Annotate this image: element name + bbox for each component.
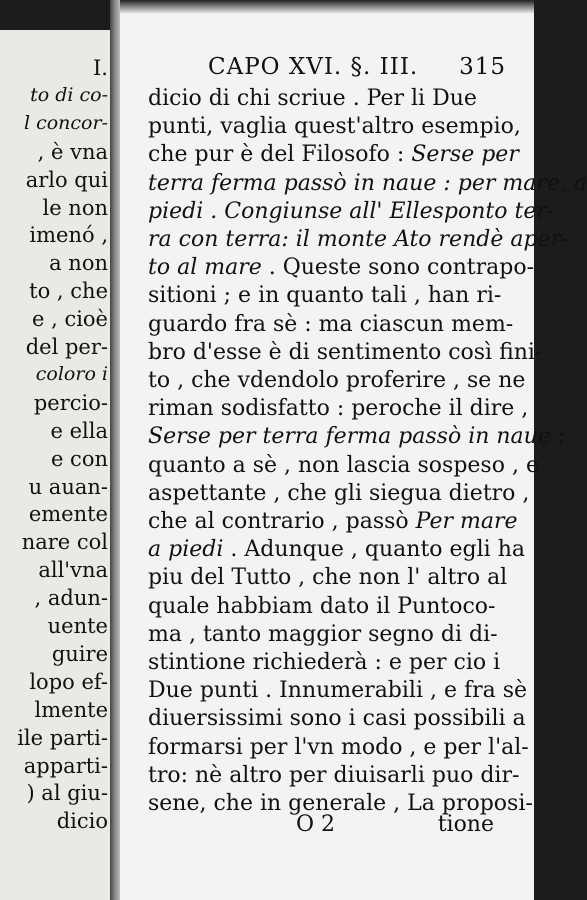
left-page-line: arlo qui [25, 167, 108, 192]
text-line [148, 734, 529, 760]
italic-quotation: Serse per terra ferma passò in naue [148, 424, 551, 450]
text-line [148, 539, 526, 561]
text-segment: piu del Tutto , che non l' altro al [148, 565, 508, 591]
left-page-line: ile parti- [17, 725, 108, 750]
text-line [148, 370, 526, 392]
left-page-line: lmente [34, 697, 108, 722]
text-segment: diuersissimi sono i casi possibili a [148, 706, 526, 732]
left-page-line: to di co- [30, 83, 108, 106]
left-page-line: percio- [33, 390, 108, 415]
text-line [148, 680, 526, 702]
left-page-line: nare col [21, 530, 108, 555]
italic-quotation: Per mare [415, 509, 518, 534]
text-segment: guardo fra sè : ma ciascun mem- [148, 311, 514, 337]
text-line [148, 621, 526, 647]
text-line [148, 480, 530, 506]
text-segment: bro d'esse è di sentimento così fini- [148, 339, 543, 365]
text-line [148, 762, 526, 788]
left-page-line: , adun- [34, 586, 108, 611]
text-line [148, 567, 526, 589]
text-line [148, 255, 535, 281]
text-line [148, 227, 569, 252]
left-page-line: e con [50, 446, 108, 471]
text-segment: dicio di chi scriue . Per li Due [148, 86, 477, 111]
text-line [148, 170, 587, 196]
italic-quotation: to al mare [148, 255, 262, 281]
left-page-line: coloro i [35, 362, 108, 385]
left-page-line: le non [42, 195, 108, 220]
text-line [148, 452, 539, 478]
text-line [148, 311, 526, 337]
left-page-line: imenó , [29, 223, 108, 248]
italic-quotation: ra con terra: il monte Ato rendè aper- [148, 227, 569, 252]
text-segment: formarsi per l'vn modo , e per l'al- [148, 734, 529, 760]
text-line [148, 708, 526, 730]
left-page-line: l concor- [23, 111, 108, 134]
text-segment: Due punti . Innumerabili , e fra sè [148, 678, 528, 704]
text-line [148, 144, 526, 166]
text-segment: sene, che in generale , La proposi- [148, 791, 533, 816]
italic-quotation: piedi . Congiunse all' Ellesponto ter- [148, 198, 555, 224]
signature-mark: O 2 [296, 812, 336, 837]
text-segment: to , che vdendolo proferire , se ne [148, 368, 526, 393]
text-segment: ma , tanto maggior segno di di- [148, 621, 498, 647]
left-page-line: u auan- [28, 474, 108, 499]
italic-quotation: terra ferma passò in naue : per mare, a [148, 170, 587, 196]
text-segment: . Queste sono contrapo- [261, 255, 535, 281]
left-page-line: ) al giu- [26, 781, 108, 806]
running-header [208, 54, 526, 84]
text-line [148, 116, 526, 138]
text-line [148, 198, 555, 224]
left-page-line: dicio [56, 809, 108, 834]
left-page-line: I. [93, 56, 108, 80]
text-line [148, 511, 526, 533]
left-page-line: a non [49, 251, 108, 276]
text-segment: tro: nè altro per diuisarli puo dir- [148, 762, 520, 788]
text-segment: stintione richiederà : e per cio i [148, 650, 501, 675]
text-segment: quale habbiam dato il Puntoco- [148, 593, 496, 619]
text-segment: riman sodisfatto : peroche il dire , [148, 396, 529, 422]
text-line [148, 424, 566, 450]
catchword: tione [437, 812, 494, 837]
left-page-line: uente [47, 614, 108, 638]
running-title: CAPO XVI. §. III. [208, 54, 419, 80]
left-page-line: del per- [25, 335, 108, 359]
text-line [148, 593, 526, 619]
left-page-line: guire [51, 641, 108, 666]
page-number: 315 [459, 54, 506, 80]
text-segment: ; [550, 424, 566, 450]
text-line [148, 339, 543, 365]
left-page-line: apparti- [23, 753, 108, 778]
text-line [148, 285, 526, 307]
text-segment: che pur è del Filosofo : [148, 142, 412, 168]
italic-quotation: Serse per [411, 142, 519, 168]
page-edge-shadow [120, 0, 534, 14]
text-line [148, 88, 526, 110]
left-page-line: lopo ef- [29, 669, 108, 694]
left-page-line: all'vna [38, 558, 108, 583]
text-line [148, 396, 529, 422]
text-segment: quanto a sè , non lascia sospeso , e [148, 452, 539, 478]
left-page-line: , è vna [37, 139, 108, 164]
italic-quotation: a piedi [148, 537, 224, 563]
text-segment: . Adunque , quanto egli ha [223, 537, 525, 563]
text-segment: che al contrario , passò [148, 509, 416, 534]
left-page-line: to , che [29, 279, 108, 304]
left-facing-page [0, 30, 112, 900]
text-segment: sitioni ; e in quanto tali , han ri- [148, 283, 502, 309]
left-page-line: e ella [50, 418, 108, 443]
text-segment: aspettante , che gli siegua dietro , [148, 480, 530, 506]
left-page-line: e , cioè [31, 307, 108, 332]
text-line [148, 652, 526, 674]
text-segment: punti, vaglia quest'altro esempio, [148, 114, 521, 140]
left-page-line: emente [28, 502, 108, 527]
